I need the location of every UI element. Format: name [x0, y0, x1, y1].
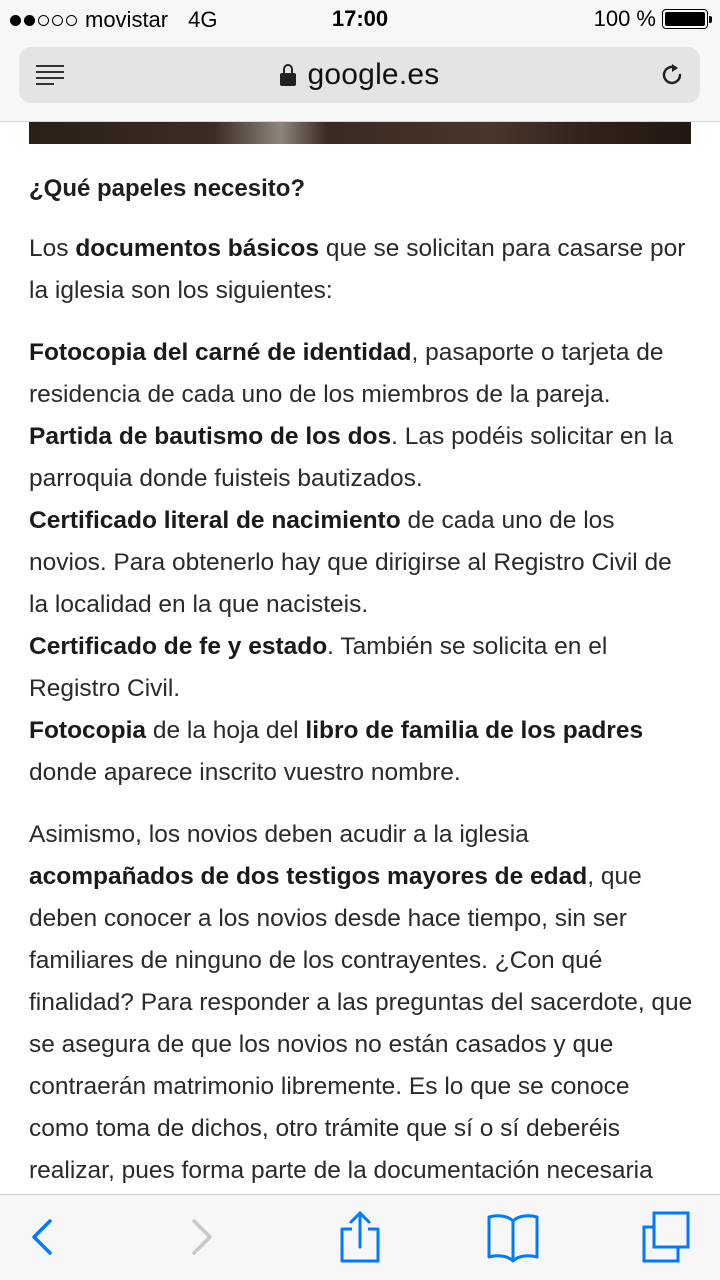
requirement-item: [29, 332, 694, 416]
requirement-title: Fotocopia: [29, 717, 147, 744]
witnesses-paragraph: [29, 814, 694, 1192]
tabs-icon[interactable]: [636, 1209, 696, 1265]
requirement-item: [29, 500, 694, 626]
witnesses-bold: acompañados de dos testigos mayores de edad: [29, 863, 588, 890]
requirement-item: [29, 416, 694, 500]
forward-icon[interactable]: [172, 1209, 232, 1265]
requirement-item: [29, 710, 694, 794]
witnesses-text: Asimismo, los novios deben acudir a la iglesia: [29, 821, 529, 848]
requirement-item: [29, 626, 694, 710]
requirement-text: . También se solicita en el Registro Civil.: [29, 633, 608, 702]
battery-fill: [665, 12, 705, 26]
requirement-title: Certificado literal de nacimiento: [29, 507, 401, 534]
status-bar: [0, 0, 720, 40]
intro-text: Los: [29, 235, 76, 262]
status-right: [594, 6, 708, 32]
network-type: 4G: [188, 7, 218, 32]
battery-percentage: 100 %: [593, 6, 656, 31]
url-display[interactable]: [19, 47, 700, 103]
requirement-text: . Las podéis solicitar en la parroquia donde fuisteis bautizados.: [29, 423, 674, 492]
requirement-text: de la hoja del: [146, 717, 306, 744]
requirement-text: de cada uno de los novios. Para obtenerlo hay que dirigirse al Registro Civil de la localidad en la que nacisteis.: [29, 507, 672, 618]
url-text[interactable]: google.es: [307, 58, 440, 91]
lock-icon: [280, 64, 296, 86]
reload-icon[interactable]: [658, 61, 686, 89]
share-icon[interactable]: [330, 1209, 390, 1265]
intro-text-end: que se solicitan para casarse por la iglesia son los siguientes:: [29, 235, 686, 304]
intro-bold: documentos básicos: [75, 235, 320, 262]
status-time: 17:00: [331, 6, 389, 31]
requirement-text: donde aparece inscrito vuestro nombre.: [29, 759, 461, 786]
witnesses-text-end: , que deben conocer a los novios desde hace tiempo, sin ser familiares de ninguno de los contrayentes. ¿Con qué finalidad? Para responder a las preguntas del sacerdote, que se asegura de que los novios no están casados y que contraerán matrimonio libremente. Es lo que se conoce como toma de dichos, otro trámite que sí o sí deberéis realizar, pues forma parte de la documentación necesaria: [29, 863, 693, 1184]
web-page-content[interactable]: [0, 122, 720, 1194]
article-body: [29, 170, 694, 1194]
requirement-text: , pasaporte o tarjeta de residencia de cada uno de los miembros de la pareja.: [29, 339, 664, 408]
battery-nub: [709, 16, 712, 23]
browser-nav-area: [0, 40, 720, 122]
browser-toolbar: [0, 1194, 720, 1280]
battery-icon: [662, 9, 708, 29]
requirement-title: libro de familia de los padres: [305, 717, 644, 744]
carrier-name: movistar: [85, 7, 169, 32]
requirement-title: Fotocopia del carné de identidad: [29, 339, 412, 366]
address-bar[interactable]: [19, 47, 700, 103]
intro-paragraph: [29, 228, 694, 312]
bookmarks-icon[interactable]: [483, 1209, 543, 1265]
requirement-title: Certificado de fe y estado: [29, 633, 328, 660]
back-icon[interactable]: [12, 1209, 72, 1265]
requirements-list: [29, 332, 694, 794]
hero-image-fragment: [29, 122, 691, 144]
requirement-title: Partida de bautismo de los dos: [29, 423, 392, 450]
section-heading: ¿Qué papeles necesito?: [29, 175, 306, 202]
